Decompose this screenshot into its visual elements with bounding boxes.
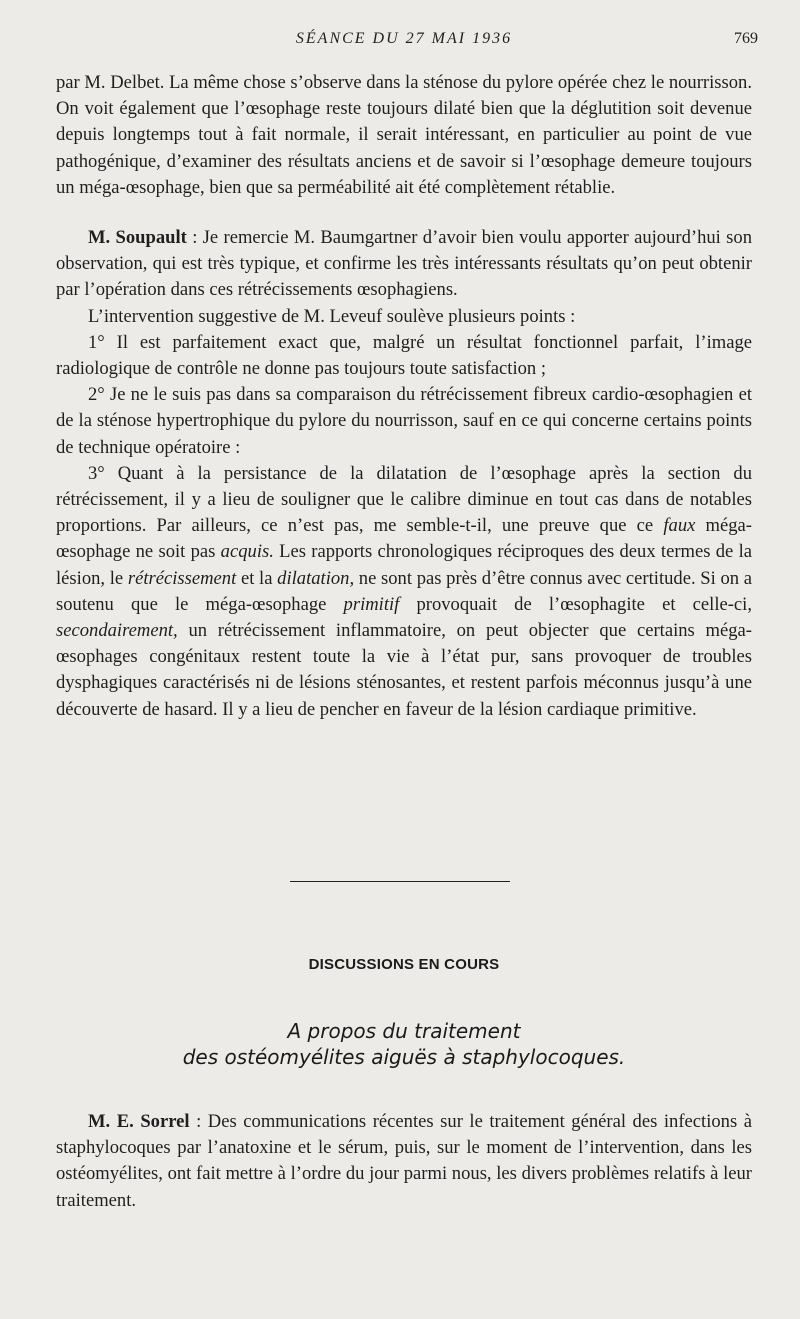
italic-term: faux (663, 515, 696, 537)
speaker-name: M. E. Sorrel (88, 1111, 190, 1132)
text-segment: un rétrécissement inflammatoire, on peut objecter que certains méga-œsophages congénitaux restent toute la vie à l’état pur, sans provoquer de troubles dysphagiques caractérisés ni de lésions sténosantes, et restent parfois méconnus jusqu’à une découverte de hasard. Il y a lieu de pencher en faveur de la lésion cardiaque primitive. (56, 620, 752, 720)
section-divider-rule (290, 881, 510, 882)
section-heading: DISCUSSIONS EN COURS (308, 956, 500, 973)
page-header (56, 30, 758, 56)
text-segment: Les rapports chronologiques réciproques des deux termes de la lésion, le (56, 541, 752, 589)
text-segment: méga-œsophage ne soit pas (56, 515, 753, 563)
page-number: 769 (734, 30, 758, 47)
text-segment: ne sont pas près d’être connus avec certitude. Si on a soutenu que le méga-œsophage (56, 567, 752, 615)
italic-term: dilatation, (277, 567, 355, 589)
text-segment: 3° Quant à la persistance de la dilatation de l’œsophage après la section du rétrécissement, il y a lieu de souligner que le calibre diminue en tout cas dans de notables proportions. Par ailleurs, ce n’est pas, me semble-t-il, une preuve que ce (56, 462, 752, 537)
paragraph-soupault (56, 225, 752, 304)
paragraph-delbet-continuation: par M. Delbet. La même chose s’observe dans la sténose du pylore opérée chez le nourrisson. On voit également que l’œsophage reste toujours dilaté bien que la déglutition soit devenue depuis longtemps tout à fait normale, il serait intéressant, en particulier au point de vue pathogénique, d’examiner des résultats anciens et de savoir si l’œsophage demeure toujours un méga-œsophage, bien que sa perméabilité ait été complètement rétablie. (56, 72, 752, 198)
paragraph-point-3 (56, 461, 752, 723)
body-text-sorrel (56, 1109, 752, 1214)
body-text (56, 70, 752, 723)
text-segment: et la (236, 567, 278, 589)
paragraph-sorrel (56, 1109, 752, 1214)
italic-term: rétrécissement (127, 567, 237, 589)
paragraph-text: : Des communications récentes sur le traitement général des infections à staphylocoques par l’anatoxine et le sérum, puis, sur le moment de l’intervention, dans les ostéomyélites, ont fait mettre à l’ordre du jour parmi nous, les divers problèmes relatifs à leur traitement. (56, 1111, 752, 1211)
article-title (56, 1018, 752, 1070)
paragraph-point-1: 1° Il est parfaitement exact que, malgré un résultat fonctionnel parfait, l’image radiologique de contrôle ne donne pas toujours toute satisfaction ; (56, 331, 752, 380)
paragraph-leveuf-intro: L’intervention suggestive de M. Leveuf soulève plusieurs points : (88, 305, 576, 327)
italic-term: primitif (343, 593, 400, 615)
speaker-name: M. Soupault (88, 227, 187, 249)
article-title-line-2: des ostéomyélites aiguës à staphylocoques. (182, 1045, 626, 1069)
article-title-line-1: A propos du traitement (287, 1019, 521, 1043)
text-segment: provoquait de l’œsophagite et celle-ci, (399, 593, 753, 615)
paragraph-text: : Je remercie M. Baumgartner d’avoir bien voulu apporter aujourd’hui son observation, qui est très typique, et confirme les très intéressants résultats qu’on peut obtenir par l’opération dans ces rétrécissements œsophagiens. (56, 227, 753, 301)
italic-term: acquis. (220, 541, 274, 563)
italic-term: secondairement, (56, 620, 178, 642)
paragraph-point-2: 2° Je ne le suis pas dans sa comparaison du rétrécissement fibreux cardio-œsophagien et de la sténose hypertrophique du pylore du nourrisson, sauf en ce qui concerne certains points de technique opératoire : (56, 384, 752, 458)
running-title: SÉANCE DU 27 MAI 1936 (295, 30, 513, 47)
